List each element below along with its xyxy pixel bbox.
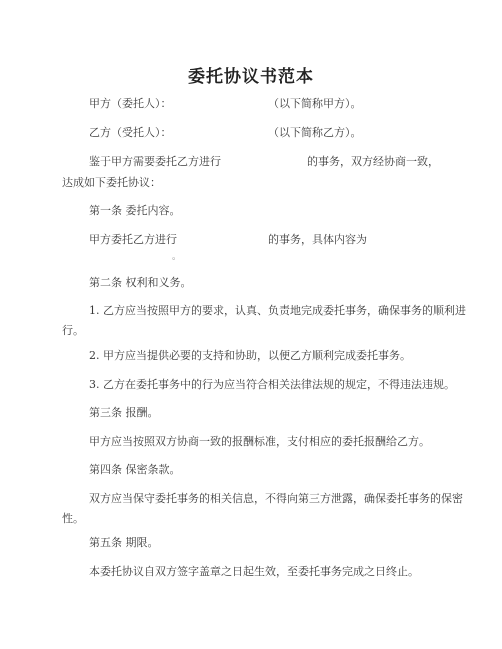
document-title: 委托协议书范本 [188, 67, 314, 87]
article-3-text: 甲方应当按照双方协商一致的报酬标准，支付相应的委托报酬给乙方。 [89, 435, 430, 448]
party-a-note: （以下简称甲方）。 [268, 97, 362, 110]
article-2-item-1-line-1: 1. 乙方应当按照甲方的要求，认真、负责地完成委托事务，确保事务的顺利进 [89, 304, 466, 317]
article-2-item-2: 2. 甲方应当提供必要的支持和协助，以便乙方顺利完成委托事务。 [89, 349, 411, 362]
article-5-heading: 第五条 期限。 [89, 536, 159, 549]
party-b-note: （以下简称乙方）。 [268, 126, 362, 139]
article-1-end-mark: 。 [172, 252, 182, 262]
article-3-heading: 第三条 报酬。 [89, 406, 159, 419]
article-1-text-a: 甲方委托乙方进行 [89, 233, 177, 246]
intro-line-1b: 的事务，双方经协商一致， [307, 155, 439, 168]
article-5-text: 本委托协议自双方签字盖章之日起生效，至委托事务完成之日终止。 [89, 565, 419, 578]
article-2-item-3: 3. 乙方在委托事务中的行为应当符合相关法律法规的规定，不得违法违规。 [89, 378, 455, 391]
article-2-heading: 第二条 权利和义务。 [89, 276, 192, 289]
article-4-heading: 第四条 保密条款。 [89, 463, 181, 476]
article-1-text-b: 的事务，具体内容为 [268, 233, 367, 246]
article-1-heading: 第一条 委托内容。 [89, 204, 181, 217]
party-a-label: 甲方（委托人）： [89, 97, 172, 110]
party-b-label: 乙方（受托人）： [89, 126, 172, 139]
article-4-line-1: 双方应当保守委托事务的相关信息，不得向第三方泄露，确保委托事务的保密 [89, 492, 463, 505]
article-4-line-2: 性。 [62, 512, 84, 525]
intro-line-2: 达成如下委托协议： [62, 176, 161, 189]
intro-line-1a: 鉴于甲方需要委托乙方进行 [89, 155, 221, 168]
article-2-item-1-line-2: 行。 [62, 324, 84, 337]
